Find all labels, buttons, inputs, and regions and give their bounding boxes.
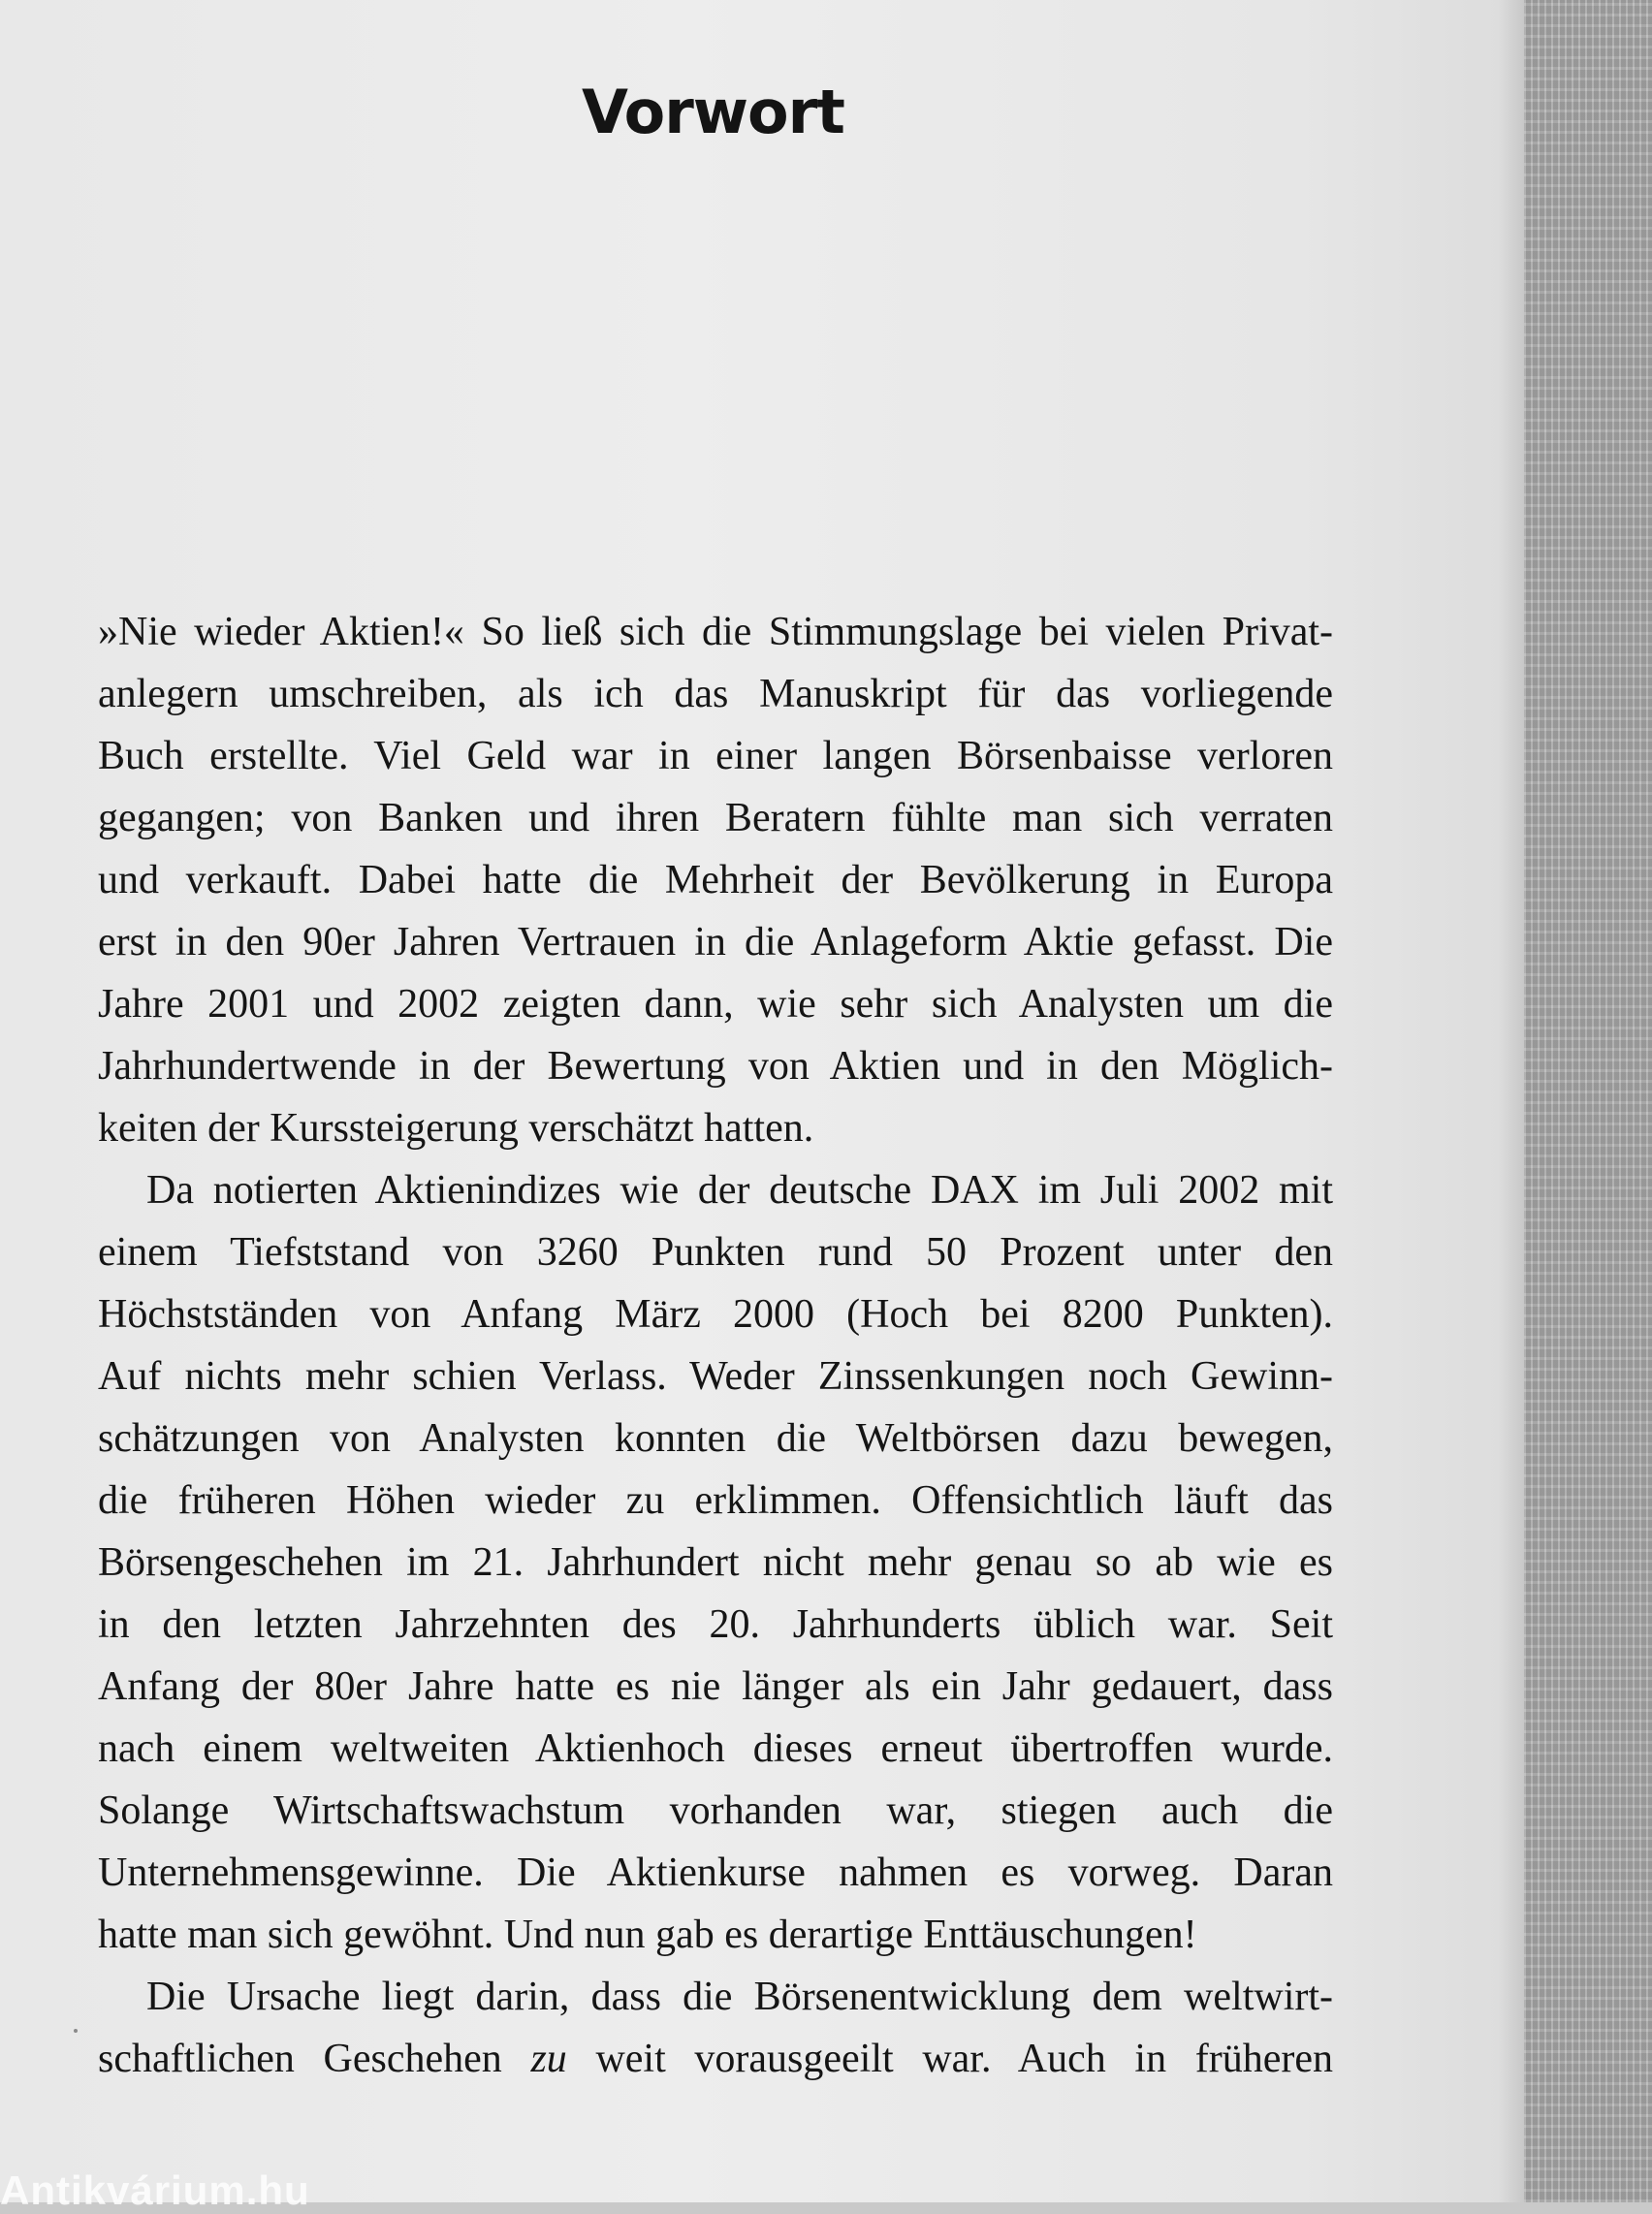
watermark: Antikvárium.hu [0,2167,310,2213]
emphasis-text: zu [530,2037,567,2081]
page-heading: Vorwort [582,77,844,147]
text-line [98,2028,1333,2090]
text-line: Solange Wirtschaftswachstum vorhanden war, stiegen auch die [98,1788,1333,1833]
text-line: und verkauft. Dabei hatte die Mehrheit der Bevölkerung in Europa [98,858,1333,902]
speck [74,2029,78,2033]
text-line: Anfang der 80er Jahre hatte es nie länger als ein Jahr gedauert, dass [98,1664,1333,1709]
text-line: Höchstständen von Anfang März 2000 (Hoch bei 8200 Punkten). [98,1292,1333,1337]
text-line: Buch erstellte. Viel Geld war in einer langen Börsenbaisse verloren [98,734,1333,778]
body-text [98,601,1333,2090]
text-line: Auf nichts mehr schien Verlass. Weder Zinssenkungen noch Gewinn- [98,1354,1333,1399]
text-line: in den letzten Jahrzehnten des 20. Jahrhunderts üblich war. Seit [98,1602,1333,1647]
text-line: keiten der Kurssteigerung verschätzt hatten. [98,1106,814,1151]
text-line: Jahrhundertwende in der Bewertung von Aktien und in den Möglich- [98,1044,1333,1089]
text-line: »Nie wieder Aktien!« So ließ sich die Stimmungslage bei vielen Privat- [98,610,1333,654]
text-line: Da notierten Aktienindizes wie der deutsche DAX im Juli 2002 mit [146,1168,1333,1213]
text-line: die früheren Höhen wieder zu erklimmen. Offensichtlich läuft das [98,1478,1333,1523]
paragraph-1 [98,601,1333,1159]
text-line: gegangen; von Banken und ihren Beratern fühlte man sich verraten [98,796,1333,840]
text-run: schaftlichen Geschehen [98,2037,531,2081]
text-line: schätzungen von Analysten konnten die Weltbörsen dazu bewegen, [98,1416,1333,1461]
background-surface [1524,0,1652,2202]
text-line: einem Tiefststand von 3260 Punkten rund 50 Prozent unter den [98,1230,1333,1275]
text-line: Unternehmensgewinne. Die Aktienkurse nahmen es vorweg. Daran [98,1850,1333,1895]
text-line: Die Ursache liegt darin, dass die Börsenentwicklung dem weltwirt- [146,1975,1333,2019]
text-line: anlegern umschreiben, als ich das Manuskript für das vorliegende [98,672,1333,716]
text-run: weit vorausgeeilt war. Auch in früheren [566,2037,1333,2081]
text-line: Jahre 2001 und 2002 zeigten dann, wie sehr sich Analysten um die [98,982,1333,1027]
text-line: nach einem weltweiten Aktienhoch dieses erneut übertroffen wurde. [98,1726,1333,1771]
paragraph-2 [98,1159,1333,1966]
text-line: erst in den 90er Jahren Vertrauen in die Anlageform Aktie gefasst. Die [98,920,1333,965]
paragraph-3 [98,1966,1333,2090]
text-line: Börsengeschehen im 21. Jahrhundert nicht mehr genau so ab wie es [98,1540,1333,1585]
page-edge-shadow [1498,0,1524,2202]
text-line: hatte man sich gewöhnt. Und nun gab es derartige Enttäuschungen! [98,1913,1197,1957]
